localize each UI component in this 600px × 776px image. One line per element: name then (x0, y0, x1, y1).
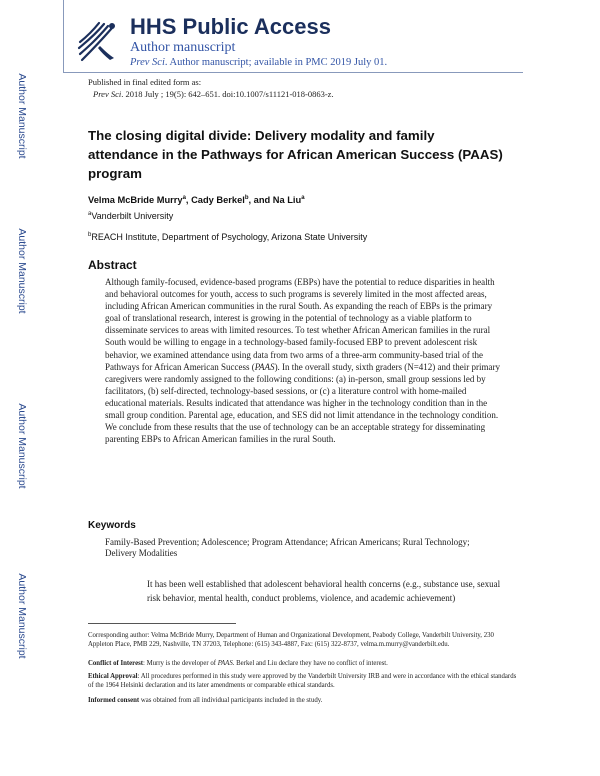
author-affiliation-marker: b (244, 195, 249, 201)
hhs-public-access-title: HHS Public Access (130, 14, 331, 39)
affiliation-text: Vanderbilt University (91, 211, 174, 221)
abstract-heading: Abstract (88, 258, 137, 272)
author-affiliation-marker: a (301, 195, 305, 201)
author-separator: , and (248, 195, 273, 206)
coi-rest: . Berkel and Liu declare they have no conflict of interest. (232, 660, 388, 667)
header-horizontal-rule (63, 72, 523, 73)
author-list (88, 195, 305, 205)
ethics-text: : All procedures performed in this study were approved by the Vanderbilt University IRB and were in accordance with the ethical standards of the 1964 Helsinki declaration and its later amendments or comparable ethical standards. (88, 673, 517, 689)
consent-label: Informed consent (88, 697, 140, 704)
corresponding-author-footnote: Corresponding author: Velma McBride Murry, Department of Human and Organizational Development, Peabody College, Vanderbilt University, 230 Appleton Place, PMB 229, Nashville, TN 37203, Telephone: (615) 343-4887, Fax: (615) 322-8737, velma.m.murry@vanderbilt.edu. (88, 632, 494, 648)
published-citation-text: . 2018 July ; 19(5): 642–651. doi:10.1007/s11121-018-0863-z. (121, 89, 334, 99)
side-label-2: Author Manuscript (16, 228, 28, 314)
consent-text: was obtained from all individual participants included in the study. (139, 697, 323, 704)
affiliation-marker: a (88, 211, 92, 217)
conflict-of-interest-footnote (88, 660, 518, 669)
ethics-label: Ethical Approval (88, 673, 138, 680)
side-label-4: Author Manuscript (16, 573, 28, 659)
hhs-eagle-logo-icon (74, 16, 120, 66)
affiliation-a (88, 211, 173, 221)
coi-paas: PAAS (217, 660, 233, 667)
journal-abbrev: Prev Sci (130, 57, 165, 68)
author-separator: , (185, 195, 192, 206)
article-title: The closing digital divide: Delivery modality and family attendance in the Pathways for African American Success (PAAS) program (88, 128, 503, 181)
published-journal: Prev Sci (93, 89, 122, 99)
availability-line (130, 57, 387, 68)
footnote-rule (88, 623, 236, 624)
coi-label: Conflict of Interest (88, 660, 143, 667)
author-name: Velma McBride Murry (88, 195, 183, 206)
affiliation-b (88, 232, 367, 242)
author-name: Cady Berkel (191, 195, 245, 206)
abstract-body (105, 276, 507, 445)
published-citation (93, 89, 334, 99)
keywords-heading: Keywords (88, 520, 136, 531)
abstract-paas: PAAS (254, 361, 275, 372)
header-vertical-rule (63, 0, 64, 72)
coi-text: : Murry is the developer of (143, 660, 218, 667)
availability-text: . Author manuscript; available in PMC 2019 July 01. (164, 57, 388, 68)
published-label: Published in final edited form as: (88, 77, 202, 87)
side-label-1: Author Manuscript (16, 73, 28, 159)
author-affiliation-marker: a (182, 195, 186, 201)
ethical-approval-footnote (88, 673, 518, 690)
side-label-3: Author Manuscript (16, 403, 28, 489)
keywords-list: Family-Based Prevention; Adolescence; Program Attendance; African Americans; Rural Technology; Delivery Modalities (105, 537, 470, 558)
abstract-part2: ). In the overall study, sixth graders (N=412) and their primary caregivers were randomly assigned to the following conditions: (a) in-person, small group sessions led by facilitators, (b) self-directed, technology-based sessions, or (c) a literature control with home-mailed educational materials. Results indicated that attendance was higher in the technology condition than in the small group condition. Parental age, education, and SES did not limit attendance in the technology condition. We conclude from these results that the use of technology can be an acceptable strategy for disseminating parenting EBPs to African American families in the rural South. (105, 361, 500, 445)
affiliation-text: REACH Institute, Department of Psychology, Arizona State University (91, 232, 368, 242)
abstract-part1: Although family-focused, evidence-based programs (EBPs) have the potential to reduce disparities in health and behavioral outcomes for youth, access to such programs is severely limited in the most affected areas, including African American communities in the rural South. As expanding the reach of EBPs is the primary goal of translational research, interest is growing in the potential of technology as a viable platform to disseminate services to areas with limited resources. To test whether African American families in the rural South would be willing to engage in a technology-based family-focused EBP to prevent adolescent risk behavior, we examined attendance using data from two arms of a three-arm community-based trial of the Pathways for African American Success ( (105, 277, 495, 372)
affiliation-marker: b (88, 232, 92, 238)
body-paragraph: It has been well established that adolescent behavioral health concerns (e.g., substance use, sexual risk behavior, mental health, conduct problems, violence, and academic achievement) (147, 579, 501, 603)
informed-consent-footnote (88, 697, 518, 706)
author-manuscript-subtitle: Author manuscript (130, 40, 236, 55)
author-name: Na Liu (272, 195, 302, 206)
